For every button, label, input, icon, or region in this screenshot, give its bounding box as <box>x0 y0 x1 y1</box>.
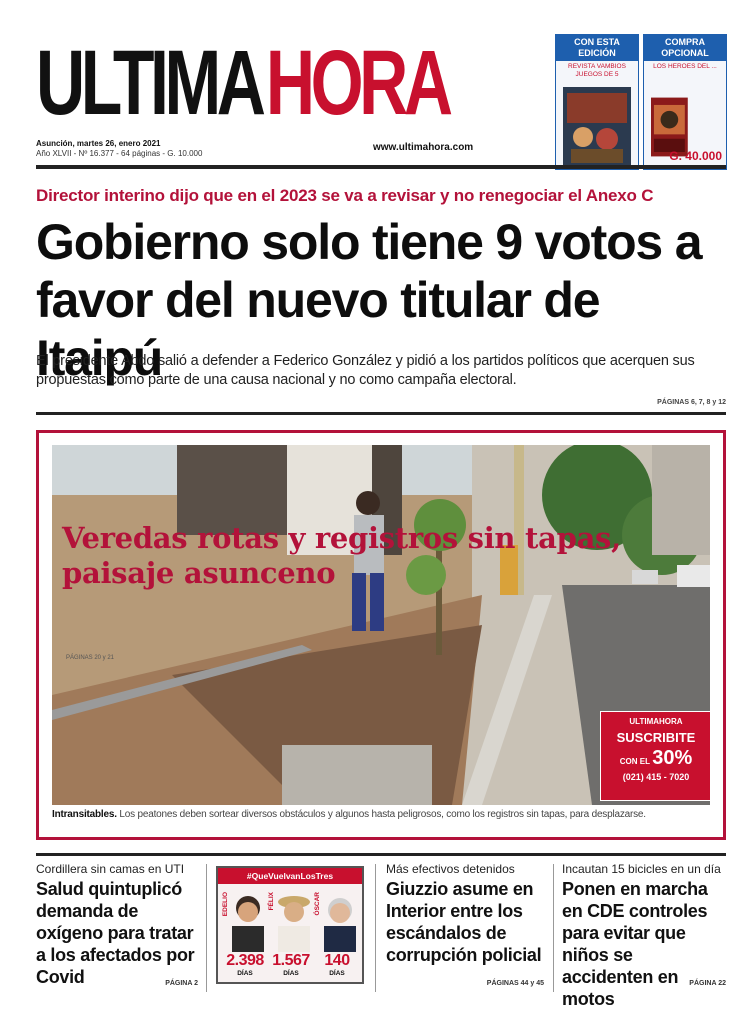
lead-pages: PÁGINAS 6, 7, 8 y 12 <box>657 399 726 406</box>
street-photo <box>52 445 710 805</box>
magazine-cover-image <box>563 87 631 167</box>
issue-date: Asunción, martes 26, enero 2021 <box>36 139 161 148</box>
story-kicker: Cordillera sin camas en UTI <box>36 862 185 876</box>
bottom-rule <box>36 853 726 856</box>
days-count: 2.398 <box>226 952 264 969</box>
promo-header: CON ESTA EDICIÓN <box>556 35 638 61</box>
person-photo <box>318 888 362 952</box>
column-divider <box>206 864 207 992</box>
promo-text: LOS HEROES DEL ... <box>653 63 717 70</box>
person-name: ÓSCAR <box>314 892 321 916</box>
story-headline[interactable]: Ponen en marcha en CDE controles para evitar que niños se accidenten en motos <box>562 879 708 1009</box>
lead-headline[interactable]: Gobierno solo tiene 9 votos a favor del nuevo titular de Itaipú <box>36 214 702 386</box>
column-divider <box>375 864 376 992</box>
story-cordillera[interactable] <box>36 862 198 988</box>
column-divider <box>553 864 554 992</box>
masthead <box>36 28 496 138</box>
masthead-rule <box>36 165 726 169</box>
story-giuzzio[interactable] <box>386 862 544 987</box>
days-count: 1.567 <box>272 952 310 969</box>
story-pages: PÁGINA 22 <box>689 980 726 987</box>
photo-caption <box>52 809 712 820</box>
days-label: DÍAS <box>283 970 299 977</box>
story-cde[interactable] <box>562 862 726 1010</box>
story-pages: PÁGINAS 44 y 45 <box>486 980 544 987</box>
poster-title: #QueVuelvanLosTres <box>218 868 362 884</box>
subscribe-brand: ULTIMAHORA <box>629 717 683 726</box>
story-kicker: Más efectivos detenidos <box>386 862 515 876</box>
lead-rule <box>36 412 726 415</box>
person-photo <box>272 888 316 952</box>
photo-headline[interactable]: Veredas rotas y registros sin tapas, paisaje asunceno <box>62 521 621 590</box>
caption-lead: Intransitables. <box>52 809 117 820</box>
newspaper-logo <box>36 28 449 138</box>
days-label: DÍAS <box>237 970 253 977</box>
website-link[interactable]: www.ultimahora.com <box>373 142 474 153</box>
person-name: FÉLIX <box>268 892 275 911</box>
campaign-poster[interactable] <box>216 866 364 984</box>
logo-ultima: ULTIMA <box>36 32 262 134</box>
logo-hora: HORA <box>265 32 449 134</box>
promo-box-optional[interactable] <box>643 34 727 170</box>
promo-header: COMPRA OPCIONAL <box>644 35 726 61</box>
subscribe-phone: (021) 415 - 7020 <box>622 772 690 782</box>
promo-box-magazine[interactable] <box>555 34 639 170</box>
photo-pages: PÁGINAS 20 y 21 <box>66 655 115 661</box>
photo-story-frame[interactable] <box>36 430 726 840</box>
lead-kicker: Director interino dijo que en el 2023 se va a revisar y no renegociar el Anexo C <box>36 186 654 205</box>
days-label: DÍAS <box>329 970 345 977</box>
subscribe-discount: CON EL 30% <box>619 747 693 769</box>
story-headline[interactable]: Giuzzio asume en Interior entre los escándalos de corrupción policial <box>386 879 542 965</box>
subscribe-label: SUSCRIBITE <box>616 730 696 745</box>
caption-text: Los peatones deben sortear diversos obstáculos y algunos hasta peligrosos, como los registros sin tapas, para desplazarse. <box>119 809 646 820</box>
subscribe-ad[interactable] <box>600 711 710 801</box>
promo-text: REVISTA VAMBIOS JUEGOS DE 5 <box>568 63 626 78</box>
issue-edition: Año XLVII - Nº 16.377 - 64 páginas - G. 10.000 <box>36 149 203 158</box>
dateline <box>36 139 202 159</box>
lead-deck: El presidente Abdo salió a defender a Federico González y pidió a los partidos políticos que acerquen sus propuestas como parte de una causa nacional y no como campaña electoral. <box>36 353 695 388</box>
subscribe-percent: 30% <box>652 747 693 769</box>
person-name: EDELIO <box>222 892 229 917</box>
person-photo <box>226 888 270 952</box>
story-pages: PÁGINA 2 <box>165 980 198 987</box>
story-headline[interactable]: Salud quintuplicó demanda de oxígeno para tratar a los afectados por Covid <box>36 879 195 987</box>
promo-price: G. 40.000 <box>669 149 722 163</box>
story-kicker: Incautan 15 bicicles en un día <box>562 862 721 876</box>
days-count: 140 <box>324 952 350 969</box>
